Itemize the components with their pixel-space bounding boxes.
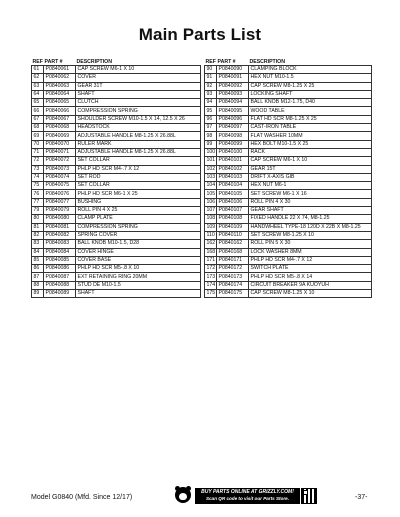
ref-cell: 68 — [32, 124, 44, 132]
table-row — [205, 74, 372, 82]
part-number-cell: P0840168 — [217, 248, 249, 256]
part-number-cell: P0840081 — [44, 223, 76, 231]
banner-headline: BUY PARTS ONLINE AT GRIZZLY.COM! — [201, 489, 294, 495]
description-cell: HEX NUT M6-1 — [249, 182, 372, 190]
description-cell: ADJUSTABLE HANDLE M8-1.25 X 26.88L — [76, 132, 201, 140]
table-row — [32, 99, 201, 107]
table-row — [205, 265, 372, 273]
part-number-cell: P0840091 — [217, 74, 249, 82]
part-number-cell: P0840110 — [217, 231, 249, 239]
description-cell: CAP SCREW M6-1 X 10 — [76, 66, 201, 74]
description-cell: CAP SCREW M8-1.25 X 10 — [249, 290, 372, 298]
table-row — [32, 240, 201, 248]
table-row — [205, 256, 372, 264]
table-row — [205, 173, 372, 181]
part-number-cell: P0840085 — [44, 256, 76, 264]
ref-cell: 110 — [206, 232, 215, 239]
description-cell: SHOULDER SCREW M10-1.5 X 14, 12.5 X 26 — [76, 115, 201, 123]
ref-cell: 97 — [205, 124, 217, 132]
description-cell: ROLL PIN 4 X 25 — [76, 207, 201, 215]
ref-cell: 99 — [205, 140, 217, 148]
table-row — [32, 115, 201, 123]
table-row — [32, 248, 201, 256]
header-ref: REF — [32, 59, 43, 65]
table-row — [205, 273, 372, 281]
part-number-cell: P0840099 — [217, 140, 249, 148]
ref-cell: 162 — [206, 240, 216, 247]
table-row — [32, 74, 201, 82]
table-row — [32, 90, 201, 98]
table-row — [205, 207, 372, 215]
part-number-cell: P0840172 — [217, 265, 249, 273]
part-number-cell: P0840069 — [44, 132, 76, 140]
ref-cell: 79 — [32, 207, 44, 215]
header-part: PART # — [217, 59, 236, 65]
ref-cell: 108 — [206, 215, 216, 222]
ref-cell: 64 — [32, 90, 44, 98]
table-row — [205, 66, 372, 74]
part-number-cell: P0840105 — [217, 190, 249, 198]
ref-cell: 72 — [32, 157, 44, 165]
ref-cell: 104 — [206, 182, 216, 189]
table-row — [32, 256, 201, 264]
ref-cell: 86 — [32, 265, 44, 273]
part-number-cell: P0840097 — [217, 124, 249, 132]
ref-cell: 171 — [206, 256, 216, 263]
table-row — [32, 82, 201, 90]
ref-cell: 82 — [32, 231, 44, 239]
part-number-cell: P0840098 — [217, 132, 249, 140]
table-row — [32, 198, 201, 206]
part-number-cell: P0840107 — [217, 207, 249, 215]
ref-cell: 91 — [205, 74, 217, 82]
description-cell: EXT RETAINING RING 20MM — [76, 273, 201, 281]
ref-cell: 107 — [206, 207, 216, 214]
description-cell: HEADSTOCK — [76, 124, 201, 132]
part-number-cell: P0840080 — [44, 215, 76, 223]
description-cell: RULER MARK — [76, 140, 201, 148]
grizzly-bear-logo-icon — [175, 487, 191, 503]
ref-cell: 87 — [32, 273, 44, 281]
table-row — [205, 281, 372, 289]
table-row — [32, 215, 201, 223]
part-number-cell: P0840088 — [44, 281, 76, 289]
ref-cell: 93 — [205, 90, 217, 98]
description-cell: BALL KNOB M12-1.75, D40 — [249, 99, 372, 107]
table-row — [205, 90, 372, 98]
table-header — [205, 57, 372, 66]
table-row — [32, 231, 201, 239]
page-number: -37- — [355, 494, 368, 501]
ref-cell: 98 — [205, 132, 217, 140]
table-row — [32, 223, 201, 231]
part-number-cell: P0840070 — [44, 140, 76, 148]
part-number-cell: P0840101 — [217, 157, 249, 165]
part-number-cell: P0840086 — [44, 265, 76, 273]
table-row — [32, 107, 201, 115]
description-cell: COVER — [76, 74, 201, 82]
description-cell: ADJUSTABLE HANDLE M8-1.25 X 26.88L — [76, 148, 201, 156]
ref-cell: 105 — [206, 190, 216, 197]
table-row — [32, 165, 201, 173]
parts-table-left — [31, 57, 201, 298]
description-cell: PHLP HD SCR M5-.8 X 14 — [249, 273, 372, 281]
description-cell: CAP SCREW M6-1 X 10 — [249, 157, 372, 165]
ref-cell: 103 — [206, 174, 216, 180]
table-row — [205, 290, 372, 298]
table-row — [32, 207, 201, 215]
description-cell: HEX NUT M10-1.5 — [249, 74, 372, 82]
description-cell: ROLL PIN 5 X 30 — [249, 240, 372, 248]
table-row — [32, 190, 201, 198]
part-number-cell: P0840062 — [44, 74, 76, 82]
description-cell: SHAFT — [76, 290, 201, 298]
description-cell: HANDWHEEL TYPE-18 120D X 22B X M8-1.25 — [249, 223, 372, 231]
header-description: DESCRIPTION — [76, 59, 112, 65]
table-row — [205, 190, 372, 198]
description-cell: SPRING COVER — [76, 231, 201, 239]
description-cell: SET ROD — [76, 173, 201, 181]
part-number-cell: P0840074 — [44, 173, 76, 181]
table-row — [32, 182, 201, 190]
description-cell: SET SCREW M8-1.25 X 10 — [249, 231, 372, 239]
description-cell: LOCKING SHAFT — [249, 90, 372, 98]
description-cell: BALL KNOB M10-1.5, D28 — [76, 240, 201, 248]
ref-cell: 81 — [32, 223, 44, 231]
description-cell: CLUTCH — [76, 99, 201, 107]
ref-cell: 76 — [32, 190, 44, 198]
table-row — [205, 165, 372, 173]
description-cell: CAST-IRON TABLE — [249, 124, 372, 132]
ref-cell: 65 — [32, 99, 44, 107]
part-number-cell: P0840174 — [217, 281, 249, 289]
description-cell: RACK — [249, 148, 372, 156]
part-number-cell: P0840173 — [217, 273, 249, 281]
part-number-cell: P0840102 — [217, 165, 249, 173]
ref-cell: 80 — [32, 215, 44, 223]
table-row — [32, 124, 201, 132]
part-number-cell: P0840090 — [217, 66, 249, 74]
table-row — [32, 148, 201, 156]
part-number-cell: P0840108 — [217, 215, 249, 223]
ref-cell: 75 — [32, 182, 44, 190]
table-row — [32, 140, 201, 148]
ref-cell: 89 — [32, 290, 44, 298]
ref-cell: 100 — [206, 149, 216, 156]
description-cell: SET SCREW M6-1 X 16 — [249, 190, 372, 198]
part-number-cell: P0840089 — [44, 290, 76, 298]
table-row — [205, 198, 372, 206]
part-number-cell: P0840065 — [44, 99, 76, 107]
description-cell: LOCK WASHER 8MM — [249, 248, 372, 256]
description-cell: GEAR 31T — [76, 82, 201, 90]
description-cell: SHAFT — [76, 90, 201, 98]
description-cell: CAP SCREW M8-1.25 X 25 — [249, 82, 372, 90]
description-cell: COMPRESSION SPRING — [76, 107, 201, 115]
ref-cell: 172 — [206, 265, 216, 272]
table-row — [205, 231, 372, 239]
description-cell: CLAMP PLATE — [76, 215, 201, 223]
header-ref: REF — [205, 59, 216, 65]
description-cell: CLAMPING BLOCK — [249, 66, 372, 74]
ref-cell: 175 — [206, 290, 216, 297]
table-row — [205, 82, 372, 90]
ref-cell: 94 — [205, 99, 217, 107]
part-number-cell: P0840096 — [217, 115, 249, 123]
ref-cell: 70 — [32, 140, 44, 148]
description-cell: PHLP HD SCR M5-.8 X 10 — [76, 265, 201, 273]
part-number-cell: P0840106 — [217, 198, 249, 206]
parts-table-right — [204, 57, 372, 298]
part-number-cell: P0840162 — [217, 240, 249, 248]
banner-subtext: Scan QR code to visit our Parts Store. — [206, 496, 289, 501]
part-number-cell: P0840071 — [44, 148, 76, 156]
part-number-cell: P0840068 — [44, 124, 76, 132]
header-part: PART # — [44, 59, 63, 65]
ref-cell: 106 — [206, 198, 216, 205]
ref-cell: 85 — [32, 256, 44, 264]
description-cell: SWITCH PLATE — [249, 265, 372, 273]
part-number-cell: P0840076 — [44, 190, 76, 198]
model-label: Model G0840 (Mfd. Since 12/17) — [31, 494, 133, 501]
table-row — [205, 248, 372, 256]
table-row — [205, 99, 372, 107]
description-cell: PHLP HD SCR M6-1 X 25 — [76, 190, 201, 198]
description-cell: ROLL PIN 4 X 30 — [249, 198, 372, 206]
part-number-cell: P0840075 — [44, 182, 76, 190]
table-row — [205, 148, 372, 156]
table-row — [205, 107, 372, 115]
part-number-cell: P0840103 — [217, 173, 249, 181]
ref-cell: 66 — [32, 107, 44, 115]
part-number-cell: P0840077 — [44, 198, 76, 206]
ref-cell: 77 — [32, 198, 44, 206]
ref-cell: 84 — [32, 248, 44, 256]
description-cell: WOOD TABLE — [249, 107, 372, 115]
part-number-cell: P0840092 — [217, 82, 249, 90]
ref-cell: 83 — [32, 240, 44, 248]
table-row — [32, 132, 201, 140]
description-cell: FIXED HANDLE 22 X 74, M8-1.25 — [249, 215, 372, 223]
part-number-cell: P0840109 — [217, 223, 249, 231]
part-number-cell: P0840064 — [44, 90, 76, 98]
parts-store-banner[interactable] — [195, 488, 300, 504]
ref-cell: 173 — [206, 273, 216, 280]
description-cell: FLAT WASHER 10MM — [249, 132, 372, 140]
table-row — [32, 290, 201, 298]
description-cell: FLAT HD SCR M8-1.25 X 25 — [249, 115, 372, 123]
description-cell: SET COLLAR — [76, 157, 201, 165]
page-title: Main Parts List — [138, 25, 262, 44]
table-row — [32, 157, 201, 165]
ref-cell: 62 — [32, 74, 44, 82]
ref-cell: 74 — [32, 173, 44, 181]
ref-cell: 174 — [206, 281, 216, 288]
ref-cell: 101 — [206, 157, 216, 164]
ref-cell: 88 — [32, 281, 44, 289]
description-cell: DRIFT X-AXIS GIB — [249, 173, 372, 181]
table-row — [205, 182, 372, 190]
description-cell: GEAR SHAFT — [249, 207, 372, 215]
table-row — [205, 157, 372, 165]
part-number-cell: P0840175 — [217, 290, 249, 298]
part-number-cell: P0840066 — [44, 107, 76, 115]
ref-cell: 63 — [32, 82, 44, 90]
part-number-cell: P0840084 — [44, 248, 76, 256]
table-row — [205, 223, 372, 231]
table-row — [205, 240, 372, 248]
part-number-cell: P0840095 — [217, 107, 249, 115]
description-cell: STUD DE M10-1.5 — [76, 281, 201, 289]
table-row — [32, 173, 201, 181]
part-number-cell: P0840067 — [44, 115, 76, 123]
table-row — [32, 265, 201, 273]
description-cell: GEAR 15T — [249, 165, 372, 173]
ref-cell: 73 — [32, 165, 44, 173]
table-row — [205, 115, 372, 123]
part-number-cell: P0840171 — [217, 256, 249, 264]
description-cell: HEX BOLT M10-1.5 X 25 — [249, 140, 372, 148]
part-number-cell: P0840061 — [44, 66, 76, 74]
qr-code-icon[interactable] — [301, 488, 317, 504]
table-row — [205, 140, 372, 148]
ref-cell: 95 — [205, 107, 217, 115]
table-row — [32, 273, 201, 281]
ref-cell: 109 — [206, 223, 216, 230]
part-number-cell: P0840104 — [217, 182, 249, 190]
part-number-cell: P0840087 — [44, 273, 76, 281]
description-cell: SET COLLAR — [76, 182, 201, 190]
part-number-cell: P0840094 — [217, 99, 249, 107]
description-cell: COVER BASE — [76, 256, 201, 264]
ref-cell: 67 — [32, 115, 44, 123]
ref-cell: 92 — [205, 82, 217, 90]
table-row — [205, 124, 372, 132]
ref-cell: 102 — [206, 165, 216, 172]
ref-cell: 168 — [206, 248, 216, 255]
part-number-cell: P0840079 — [44, 207, 76, 215]
table-row — [205, 132, 372, 140]
table-header — [32, 57, 201, 66]
description-cell: COVER HINGE — [76, 248, 201, 256]
part-number-cell: P0840072 — [44, 157, 76, 165]
ref-cell: 61 — [32, 66, 44, 74]
part-number-cell: P0840093 — [217, 90, 249, 98]
description-cell: PHLP HD SCR M4-.7 X 12 — [76, 165, 201, 173]
part-number-cell: P0840073 — [44, 165, 76, 173]
ref-cell: 90 — [205, 66, 217, 74]
table-row — [205, 215, 372, 223]
part-number-cell: P0840063 — [44, 82, 76, 90]
header-description: DESCRIPTION — [249, 59, 285, 65]
description-cell: CIRCUIT BREAKER 9A KUOYUH — [249, 281, 372, 289]
table-row — [32, 66, 201, 74]
description-cell: BUSHING — [76, 198, 201, 206]
part-number-cell: P0840082 — [44, 231, 76, 239]
part-number-cell: P0840100 — [217, 148, 249, 156]
ref-cell: 96 — [205, 115, 217, 123]
ref-cell: 69 — [32, 132, 44, 140]
ref-cell: 71 — [32, 148, 44, 156]
table-row — [32, 281, 201, 289]
part-number-cell: P0840083 — [44, 240, 76, 248]
description-cell: PHLP HD SCR M4-.7 X 12 — [249, 256, 372, 264]
description-cell: COMPRESSION SPRING — [76, 223, 201, 231]
